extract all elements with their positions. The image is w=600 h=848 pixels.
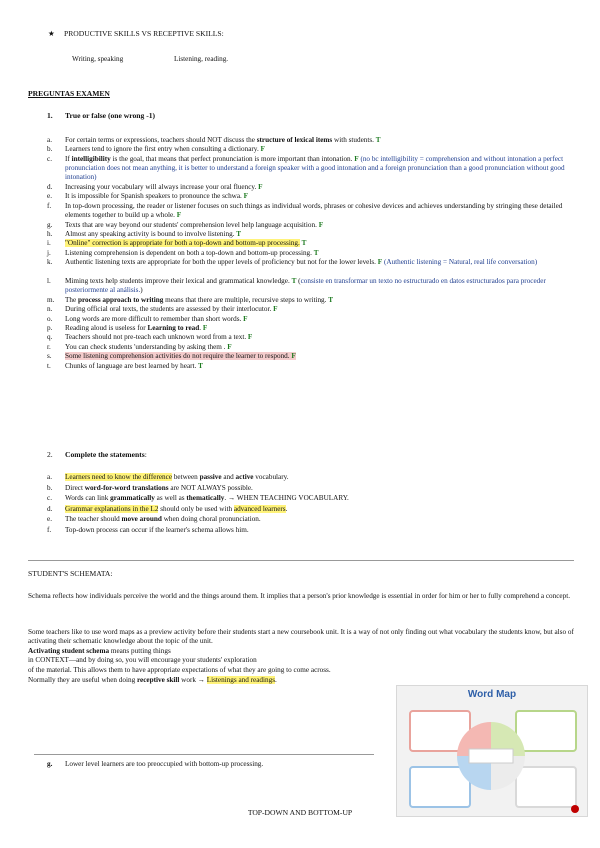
item-letter: b. xyxy=(47,483,53,492)
item-text-part: T xyxy=(375,136,381,144)
header-star: ★ xyxy=(48,29,55,38)
item-text-part: . → WHEN TEACHING VOCABULARY. xyxy=(224,494,349,503)
item-text-part: between xyxy=(172,473,200,481)
item-letter: n. xyxy=(47,305,53,314)
item-text-part: are NOT ALWAYS possible. xyxy=(168,483,253,492)
section1-title: True or false (one wrong -1) xyxy=(65,111,156,120)
item-text xyxy=(65,155,587,183)
item-letter: o. xyxy=(47,314,53,323)
item-text-part: T xyxy=(328,295,334,304)
item-text-part: F xyxy=(243,314,248,323)
item-text xyxy=(65,202,587,220)
item-text-part: Grammar explanations in the L2 xyxy=(65,504,159,513)
item-text xyxy=(65,473,587,482)
item-text-part: thematically xyxy=(186,494,225,503)
item-text-part: Miming texts help students improve their lexical and grammatical knowledge. xyxy=(65,277,292,285)
section1-number: 1. xyxy=(47,111,53,120)
item-text xyxy=(65,333,587,342)
activating-rest: means putting things xyxy=(109,647,171,655)
item-text xyxy=(65,183,587,192)
item-text-part: passive xyxy=(199,473,222,481)
item-text xyxy=(65,192,587,201)
item-letter: q. xyxy=(47,333,53,342)
item-letter: r. xyxy=(47,342,51,351)
item-text-part: Chunks of language are best learned by heart. xyxy=(65,361,199,370)
item-text-part: when doing choral pronunciation. xyxy=(161,515,261,524)
item-text-part: . xyxy=(285,504,288,513)
item-text-part: F xyxy=(176,211,182,219)
item-text-part: T xyxy=(236,230,242,238)
item-letter: d. xyxy=(47,504,53,513)
item-letter: k. xyxy=(47,258,53,267)
schemata-paragraph-2: Some teachers like to use word maps as a preview activity before their students start a new coursebook unit. It is a way of not only finding out what vocabulary the students know, but also of activating their schematic knowledge about the topic of the unit. xyxy=(28,628,574,646)
item-text-part: The xyxy=(65,295,78,304)
item-text-part: process approach to writing xyxy=(77,295,164,304)
item-text-part: If xyxy=(65,154,72,163)
exam-heading: PREGUNTAS EXAMEN xyxy=(28,89,110,98)
item-text-part: During official oral texts, the students are assessed by their interlocutor. xyxy=(65,305,274,314)
item-text-part: F xyxy=(318,220,324,229)
item-text-part: F xyxy=(227,342,232,351)
item-letter: e. xyxy=(47,515,52,524)
item-text xyxy=(65,249,587,258)
item-text-part: T xyxy=(291,277,297,285)
item-letter: c. xyxy=(47,494,52,503)
item-text-part: . xyxy=(199,324,203,332)
word-map-center-box xyxy=(469,749,513,763)
item-text-part: Top-down process can occur if the learner's schema allows him. xyxy=(65,526,249,534)
section2-title xyxy=(65,450,147,460)
item-text-part: T xyxy=(313,248,319,257)
item-text-part: In top-down processing, the reader or listener focuses on such things as individual words, phrases or cohesive devices and achieves understanding by stringing these detailed elements together to build up a whole. xyxy=(65,201,563,219)
section2-title-text: Complete the statements xyxy=(65,450,145,459)
item-letter: t. xyxy=(47,361,51,370)
item-letter: d. xyxy=(47,183,53,191)
word-map-circle xyxy=(455,720,527,792)
item-text xyxy=(65,258,587,267)
normally-line xyxy=(28,676,388,685)
item-text-part: Long words are more difficult to remember than short words. xyxy=(65,314,244,323)
item-text-part: grammatically xyxy=(110,494,155,503)
item-text-part: You can check students 'understanding by asking them . xyxy=(65,342,228,351)
normally-highlight: Listenings and readings xyxy=(206,676,276,684)
item-letter: m. xyxy=(47,295,55,304)
item-text xyxy=(65,136,587,145)
schemata-heading: STUDENT'S SCHEMATA: xyxy=(28,569,113,578)
item-g-divider xyxy=(34,754,374,755)
productive-skills: Writing, speaking xyxy=(72,55,124,63)
normally-mid: work → xyxy=(179,676,207,684)
normally-bold: receptive skill xyxy=(136,676,180,684)
item-text xyxy=(65,352,587,361)
item-letter: e. xyxy=(47,192,52,201)
item-text xyxy=(65,315,587,324)
item-text-part: F xyxy=(260,145,265,154)
item-text-part: The teacher should xyxy=(65,515,122,524)
item-text xyxy=(65,494,587,503)
item-text xyxy=(65,484,587,493)
item-text xyxy=(65,296,587,305)
context-line: in CONTEXT—and by doing so, you will encourage your students' exploration xyxy=(28,656,257,664)
item-text xyxy=(65,277,587,295)
item-text-part: It is impossible for Spanish speakers to pronounce the schwa. xyxy=(65,192,244,201)
item-text-part: Reading aloud is useless for xyxy=(65,324,148,332)
item-text-part: (no bc intelligibility = comprehension and without intonation a perfect pronunciation does not mean anything, it is better to understand a foreign speaker with a good intonation and a foreign pronunciation than a good pronunciation without good intonation) xyxy=(65,154,565,182)
footer-title: TOP-DOWN AND BOTTOM-UP xyxy=(247,808,353,817)
item-text-part: Direct xyxy=(65,483,85,492)
item-text-part: as well as xyxy=(154,494,187,503)
item-text-part: Learners tend to ignore the first entry when consulting a dictionary. xyxy=(65,145,261,154)
item-text-part: with students. xyxy=(332,136,376,144)
item-text-part: Some listening comprehension activities do not require the learner to respond. xyxy=(65,352,292,361)
normally-end: . xyxy=(275,676,277,684)
schemata-paragraph-1: Schema reflects how individuals perceive the world and the things around them. It implies that a person's prior knowledge is essential in order for him or her to fully comprehend a concept. xyxy=(28,592,571,600)
item-letter: l. xyxy=(47,277,51,285)
item-text-part: advanced learners xyxy=(233,504,286,513)
header-title: PRODUCTIVE SKILLS VS RECEPTIVE SKILLS: xyxy=(64,29,224,38)
material-line: of the material. This allows them to have appropriate expectations of what they are going to come across. xyxy=(28,666,331,674)
item-text-part: means that there are multiple, recursive steps to writing. xyxy=(163,295,329,304)
item-text xyxy=(65,239,587,248)
section2-number: 2. xyxy=(47,450,53,459)
item-text xyxy=(65,230,587,239)
item-text-part: Listening comprehension is dependent on both a top-down and bottom-up processing. xyxy=(65,248,314,257)
item-text xyxy=(65,145,587,154)
item-text-part: (Authentic listening = Natural, real life conversation) xyxy=(382,258,538,267)
item-text-part: T xyxy=(198,361,203,370)
item-text-part: should only be used with xyxy=(158,504,234,513)
item-text-part: Increasing your vocabulary will always increase your oral fluency. xyxy=(65,183,259,191)
item-text-part: F xyxy=(247,333,253,342)
item-text-part: move around xyxy=(121,515,162,524)
item-text-part: F xyxy=(202,324,208,332)
word-map-title: Word Map xyxy=(467,689,517,700)
item-text xyxy=(65,324,587,333)
item-g-letter: g. xyxy=(47,760,53,768)
item-letter: f. xyxy=(47,526,52,534)
section2-title-suffix: : xyxy=(144,450,147,459)
activating-bold: Activating student schema xyxy=(28,647,110,655)
item-text-part: consiste en transformar un texto no estructurado en datos estructurados para proceder posteriormente al análisis. xyxy=(65,277,546,295)
item-text-part: Words can link xyxy=(65,494,111,503)
item-text-part: F xyxy=(354,154,359,163)
normally-pre: Normally they are useful when doing xyxy=(28,676,137,684)
item-text xyxy=(65,343,587,352)
item-text-part: T xyxy=(301,239,307,248)
item-text-part: Authentic listening texts are appropriate for both the upper levels of proficiency but not for the lower levels. xyxy=(65,258,378,267)
item-text xyxy=(65,221,587,230)
item-text-part: F xyxy=(258,183,263,191)
item-text-part: word-for-word translations xyxy=(84,483,169,492)
item-text xyxy=(65,305,587,314)
item-text-part: F xyxy=(273,305,278,314)
item-text-part: and xyxy=(221,473,236,481)
item-letter: p. xyxy=(47,324,53,332)
item-letter: h. xyxy=(47,230,53,238)
item-text-part: For certain terms or expressions, teachers should NOT discuss the xyxy=(65,136,257,144)
item-text-part: "Online" correction is appropriate for both a top-down and bottom-up processing. xyxy=(65,239,300,248)
item-letter: j. xyxy=(47,248,51,257)
item-letter: f. xyxy=(47,201,52,210)
item-letter: g. xyxy=(47,220,53,229)
item-text-part: ) xyxy=(140,286,143,295)
item-text-part: Almost any speaking activity is bound to involve listening. xyxy=(65,230,237,238)
item-text-part: Learning to read xyxy=(147,324,200,332)
item-text-part: Learners need to know the difference xyxy=(65,473,173,481)
item-text-part: structure of lexical items xyxy=(256,136,333,144)
item-letter: c. xyxy=(47,154,52,163)
receptive-skills: Listening, reading. xyxy=(174,55,229,63)
item-text-part: intelligibility xyxy=(71,154,111,163)
item-text-part: F xyxy=(291,352,296,361)
item-letter: s. xyxy=(47,352,52,361)
activating-line xyxy=(28,647,388,656)
item-text xyxy=(65,362,587,371)
item-text-part: active xyxy=(235,473,254,481)
item-text xyxy=(65,515,587,524)
item-g-text: Lower level learners are too preoccupied with bottom-up processing. xyxy=(65,760,264,768)
item-letter: b. xyxy=(47,145,53,154)
word-map-image xyxy=(396,685,588,817)
item-letter: a. xyxy=(47,136,52,144)
item-text-part: F xyxy=(377,258,383,267)
item-text-part: ( xyxy=(296,277,301,285)
item-text xyxy=(65,505,587,514)
item-letter: i. xyxy=(47,239,51,248)
item-text xyxy=(65,526,587,535)
item-text-part: vocabulary. xyxy=(253,473,289,481)
item-text-part: F xyxy=(243,192,249,201)
section-divider xyxy=(28,560,574,561)
item-text-part: is the goal, that means that perfect pronunciation is more important than intonation. xyxy=(110,154,355,163)
item-letter: a. xyxy=(47,473,52,481)
item-text-part: Texts that are way beyond our students' comprehension level help language acquisition. xyxy=(65,220,319,229)
item-text-part: Teachers should not pre-teach each unknown word from a text. xyxy=(65,333,248,342)
